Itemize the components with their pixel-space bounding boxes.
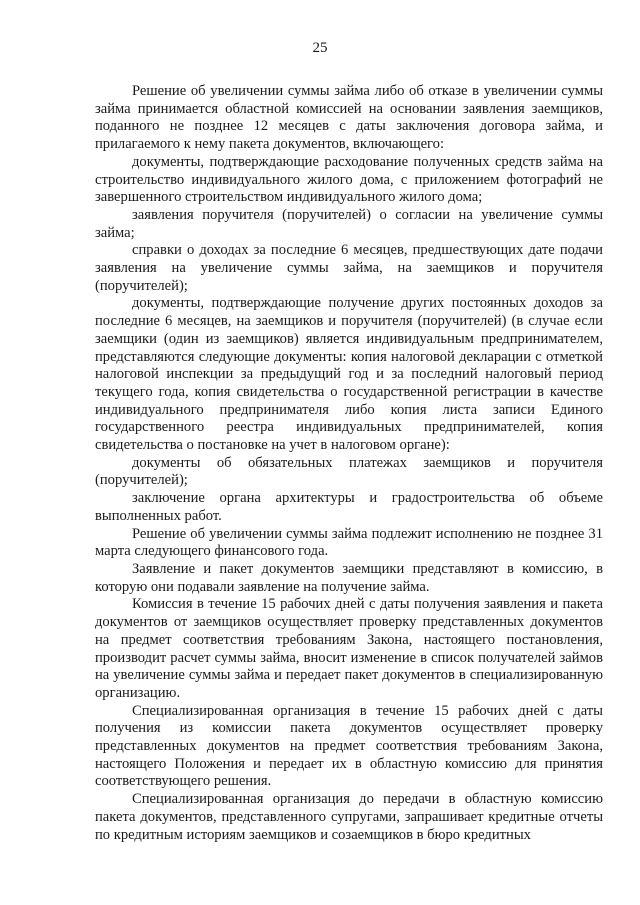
paragraph-loan-increase-decision: Решение об увеличении суммы займа либо об отказе в увеличении суммы займа принимается областной комиссией на основании заявления заемщиков, поданного не позднее 12 месяцев с даты заключения договора займа, и прилагаемого к нему пакета документов, включающего: xyxy=(95,83,603,153)
paragraph-expense-documents: документы, подтверждающие расходование полученных средств займа на строительство индивидуального жилого дома, с приложением фотографий не завершенного строительством индивидуального жилого дома; xyxy=(95,153,603,206)
paragraph-credit-reports: Специализированная организация до передачи в областную комиссию пакета документов, представленного супругами, запрашивает кредитные отчеты по кредитным историям заемщиков и созаемщиков в бюро кредитных xyxy=(95,791,603,843)
paragraph-other-income-documents: документы, подтверждающие получение других постоянных доходов за последние 6 месяцев, на заемщиков и поручителя (поручителей) (в случае если заемщики (один из заемщиков) является индивидуальным предпринимателем, представляются следующие документы: копия налоговой декларации с отметкой налоговой инспекции за предыдущий год и за последний налоговый период текущего года, копия свидетельства о государственной регистрации в качестве индивидуального предпринимателя либо копия листа записи Единого государственного реестра индивидуальных предпринимателей, копия свидетельства о постановке на учет в налоговом органе): xyxy=(95,295,603,454)
page-number: 25 xyxy=(312,40,328,56)
paragraph-mandatory-payments: документы об обязательных платежах заемщиков и поручителя (поручителей); xyxy=(95,454,603,489)
paragraph-guarantor-consent: заявления поручителя (поручителей) о согласии на увеличение суммы займа; xyxy=(95,206,603,241)
document-body xyxy=(95,83,603,844)
paragraph-income-certificates: справки о доходах за последние 6 месяцев, предшествующих дате подачи заявления на увеличение суммы займа, на заемщиков и поручителя (поручителей); xyxy=(95,242,603,294)
paragraph-commission-review: Комиссия в течение 15 рабочих дней с даты получения заявления и пакета документов от заемщиков осуществляет проверку представленных документов на предмет соответствия требованиям Закона, настоящего постановления, производит расчет суммы займа, вносит изменение в список получателей займов на увеличение суммы займа и передает пакет документов в специализированную организацию. xyxy=(95,596,603,701)
paragraph-execution-deadline: Решение об увеличении суммы займа подлежит исполнению не позднее 31 марта следующего финансового года. xyxy=(95,525,603,560)
paragraph-submission-to-commission: Заявление и пакет документов заемщики представляют в комиссию, в которую они подавали заявление на получение займа. xyxy=(95,560,603,595)
paragraph-architecture-conclusion: заключение органа архитектуры и градостроительства об объеме выполненных работ. xyxy=(95,490,603,524)
paragraph-specialized-organization-review: Специализированная организация в течение 15 рабочих дней с даты получения из комиссии пакета документов осуществляет проверку представленных документов на предмет соответствия требованиям Закона, настоящего Положения и передает их в областную комиссию для принятия соответствующего решения. xyxy=(95,702,603,790)
